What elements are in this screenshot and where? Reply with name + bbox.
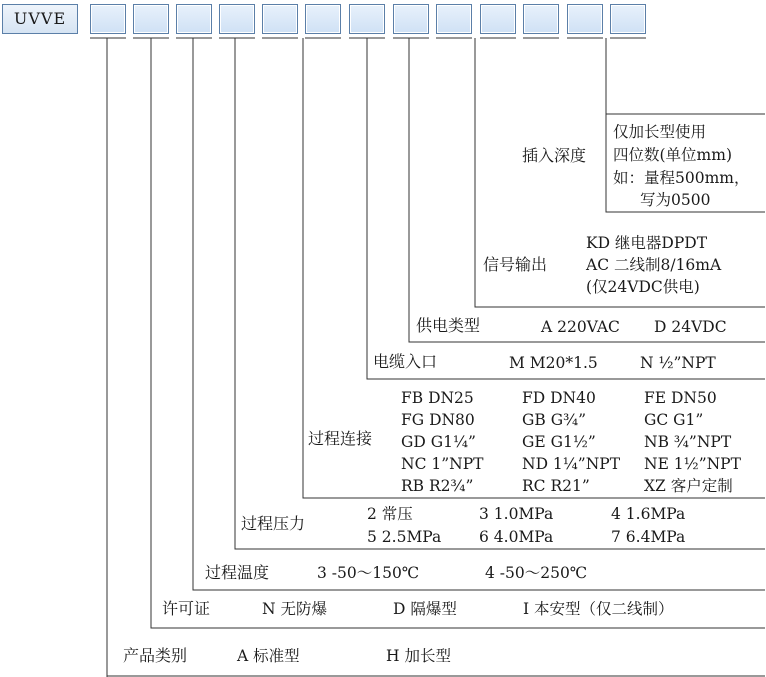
process-pressure-option: 4 1.6MPa (611, 505, 686, 523)
insertion-depth-note: 写为0500 (640, 191, 711, 209)
code-box-13 (610, 4, 646, 34)
code-box-8 (393, 4, 429, 34)
cable-entry-option: N ½”NPT (640, 354, 716, 372)
code-box-3 (176, 4, 212, 34)
product-type-option: A 标准型 (237, 647, 300, 665)
process-connection-option: GE G1½” (522, 433, 596, 451)
power-supply-label: 供电类型 (416, 316, 481, 335)
code-box-5 (262, 4, 298, 34)
code-box-11 (523, 4, 559, 34)
process-connection-option: FE DN50 (644, 389, 717, 407)
process-pressure-label: 过程压力 (241, 514, 306, 533)
process-pressure-option: 3 1.0MPa (479, 505, 554, 523)
code-box-9 (436, 4, 472, 34)
process-temperature-option: 3 -50～150℃ (317, 564, 420, 582)
process-connection-option: FD DN40 (522, 389, 596, 407)
process-connection-option: NE 1½”NPT (644, 455, 741, 473)
insertion-depth-note: 四位数(单位mm) (613, 146, 732, 164)
code-box-12 (567, 4, 603, 34)
code-box-1 (90, 4, 126, 34)
insertion-depth-note: 仅加长型使用 (613, 123, 707, 141)
signal-output-option: AC 二线制8/16mA (586, 256, 722, 274)
process-connection-option: XZ 客户定制 (644, 477, 733, 495)
product-type-option: H 加长型 (386, 647, 451, 665)
license-option: D 隔爆型 (393, 600, 457, 618)
power-supply-option: A 220VAC (541, 318, 620, 336)
process-connection-label: 过程连接 (308, 429, 373, 448)
process-connection-option: GC G1” (644, 411, 704, 429)
process-pressure-option: 6 4.0MPa (479, 528, 554, 546)
process-pressure-option: 2 常压 (367, 505, 413, 523)
insertion-depth-label: 插入深度 (522, 146, 587, 165)
signal-output-option: KD 继电器DPDT (586, 234, 708, 252)
signal-output-label: 信号输出 (483, 255, 548, 274)
process-temperature-option: 4 -50～250℃ (485, 564, 588, 582)
process-connection-option: NC 1”NPT (401, 455, 484, 473)
process-connection-option: FG DN80 (401, 411, 475, 429)
cable-entry-label: 电缆入口 (373, 352, 438, 371)
model-code-box (2, 4, 78, 34)
code-box-7 (349, 4, 385, 34)
model-code: UVVE (13, 9, 67, 28)
license-option: N 无防爆 (262, 600, 327, 618)
code-box-6 (305, 4, 341, 34)
code-box-4 (219, 4, 255, 34)
process-connection-option: GB G¾” (522, 411, 587, 429)
license-label: 许可证 (162, 599, 211, 618)
power-supply-option: D 24VDC (654, 318, 727, 336)
process-temperature-label: 过程温度 (205, 563, 270, 582)
process-connection-option: RC R21” (522, 477, 590, 495)
process-connection-option: FB DN25 (401, 389, 474, 407)
process-connection-option: RB R2¾” (401, 477, 474, 495)
product-type-label: 产品类别 (123, 646, 188, 665)
process-pressure-option: 5 2.5MPa (367, 528, 442, 546)
code-box-10 (480, 4, 516, 34)
process-connection-option: NB ¾”NPT (644, 433, 732, 451)
signal-output-option: (仅24VDC供电) (586, 278, 700, 296)
license-option: I 本安型（仅二线制） (523, 600, 674, 618)
cable-entry-option: M M20*1.5 (509, 354, 598, 372)
process-pressure-option: 7 6.4MPa (611, 528, 686, 546)
process-connection-option: ND 1¼”NPT (522, 455, 621, 473)
process-connection-option: GD G1¼” (401, 433, 476, 451)
insertion-depth-note: 如：量程500mm， (613, 169, 750, 187)
code-box-2 (133, 4, 169, 34)
